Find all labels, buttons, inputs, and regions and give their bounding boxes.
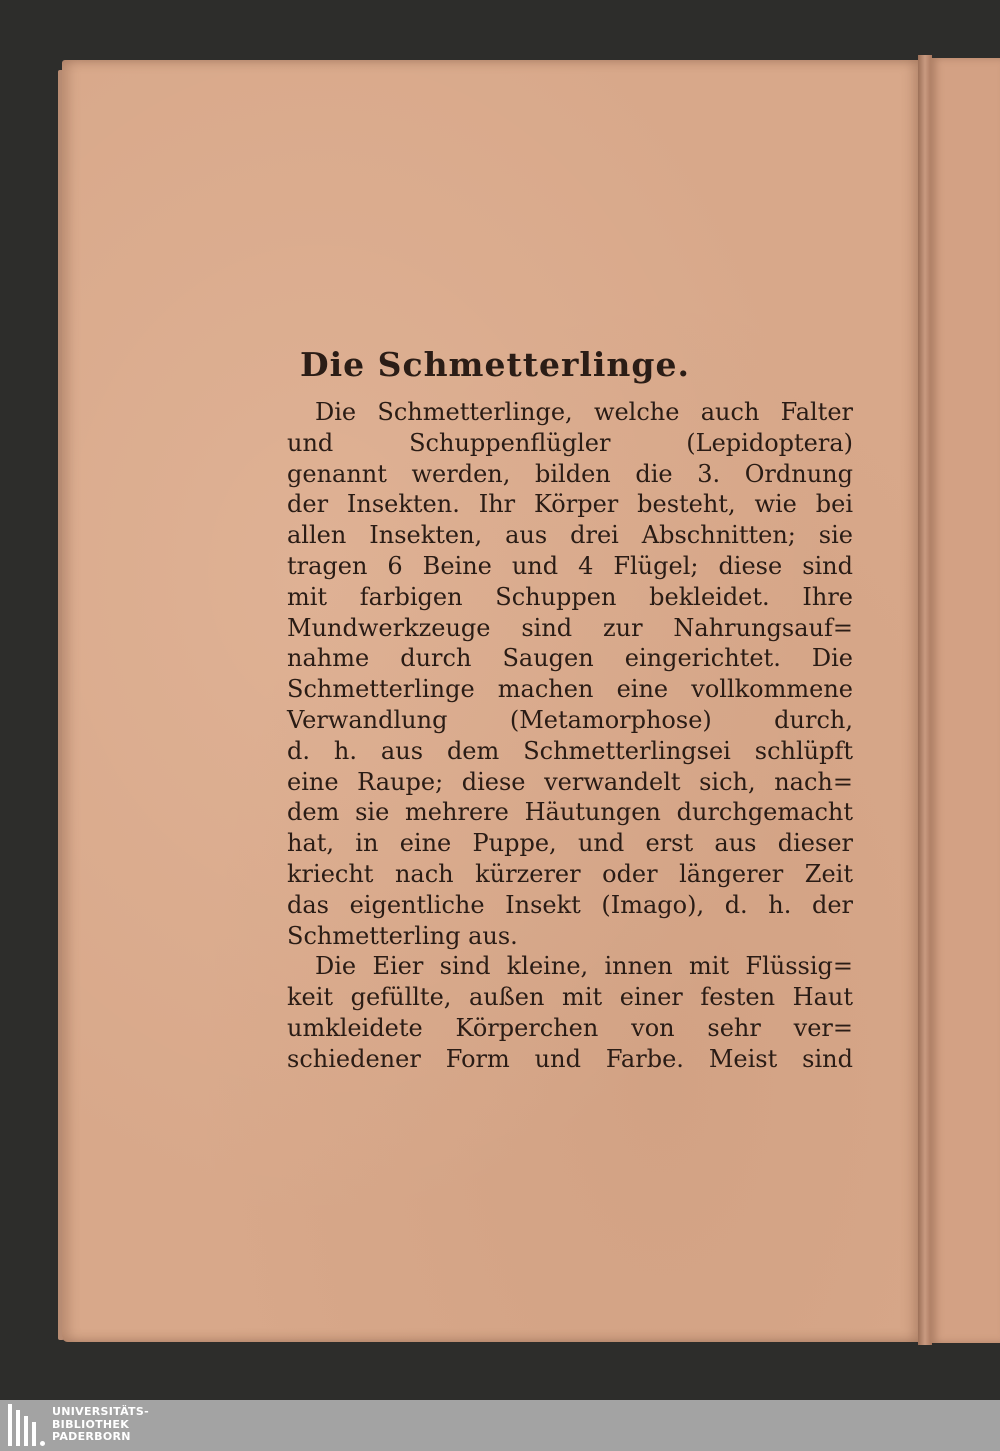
text-line: nahme durch Saugen eingerichtet. Die bbox=[287, 644, 853, 673]
library-name-line: PADERBORN bbox=[52, 1430, 131, 1443]
text-line: kriecht nach kürzerer oder längerer Zeit bbox=[287, 859, 853, 888]
text-line: mit farbigen Schuppen bekleidet. Ihre bbox=[287, 582, 853, 611]
text-line: schiedener Form und Farbe. Meist sind bbox=[287, 1044, 853, 1073]
text-line: Die Eier sind kleine, innen mit Flüssig= bbox=[315, 952, 853, 981]
text-line: Verwandlung (Metamorphose) durch, bbox=[287, 705, 853, 734]
text-line: Schmetterlinge machen eine vollkommene bbox=[287, 675, 853, 704]
text-line: umkleidete Körperchen von sehr ver= bbox=[287, 1013, 853, 1042]
text-line: hat, in eine Puppe, und erst aus dieser bbox=[287, 829, 853, 858]
text-line: genannt werden, bilden die 3. Ordnung bbox=[287, 459, 853, 488]
facing-page-edge bbox=[930, 58, 1000, 1343]
text-line: und Schuppenflügler (Lepidoptera) bbox=[287, 428, 853, 457]
text-line: keit gefüllte, außen mit einer festen Haut bbox=[287, 983, 853, 1012]
text-line: tragen 6 Beine und 4 Flügel; diese sind bbox=[287, 551, 853, 580]
text-line: eine Raupe; diese verwandelt sich, nach= bbox=[287, 767, 853, 796]
text-line: Die Schmetterlinge, welche auch Falter bbox=[315, 398, 853, 426]
page-heading: Die Schmetterlinge. bbox=[300, 345, 690, 384]
library-name-line: UNIVERSITÄTS- bbox=[52, 1405, 149, 1418]
library-logo-icon bbox=[8, 1404, 44, 1446]
body-text bbox=[287, 397, 853, 1075]
library-name bbox=[52, 1406, 149, 1444]
text-line: dem sie mehrere Häutungen durchgemacht bbox=[287, 798, 853, 827]
text-line: das eigentliche Insekt (Imago), d. h. der bbox=[287, 890, 853, 919]
text-line: der Insekten. Ihr Körper besteht, wie bei bbox=[287, 490, 853, 519]
text-line: allen Insekten, aus drei Abschnitten; sie bbox=[287, 521, 853, 550]
text-line: Schmetterling aus. bbox=[287, 921, 518, 950]
library-name-line: BIBLIOTHEK bbox=[52, 1417, 130, 1431]
library-footer bbox=[0, 1400, 1000, 1451]
text-line: d. h. aus dem Schmetterlingsei schlüpft bbox=[287, 736, 853, 765]
text-line: Mundwerkzeuge sind zur Nahrungsauf= bbox=[287, 613, 853, 642]
